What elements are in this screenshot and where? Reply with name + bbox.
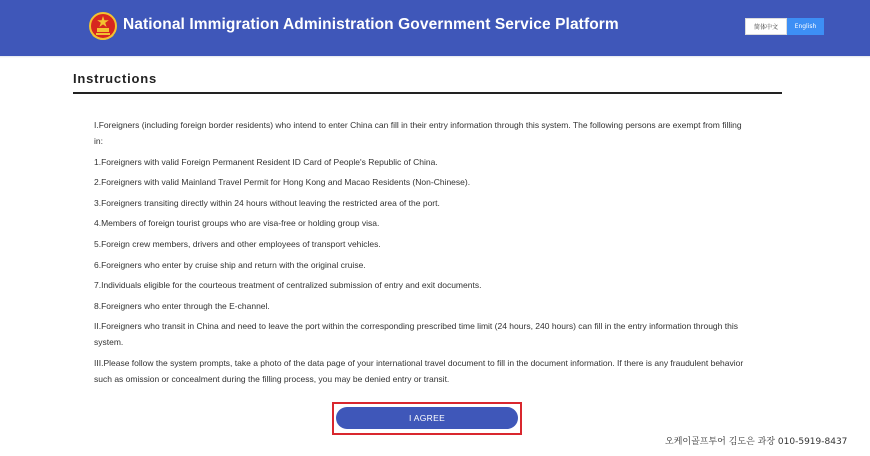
instruction-paragraph: III.Please follow the system prompts, take a photo of the data page of your international travel document to fill in the document information. If there is any fraudulent behavior such as omission or concealment during the filling process, you may be denied entry or transit. [94,357,744,384]
contact-watermark: 오케이골프투어 김도은 과장 010-5919-8437 [665,437,848,447]
instruction-paragraph: II.Foreigners who transit in China and need to leave the port within the corresponding prescribed time limit (24 hours, 240 hours) can fill in the entry information through this system. [94,321,738,348]
instruction-paragraph: 5.Foreign crew members, drivers and other employees of transport vehicles. [94,238,381,249]
header-bar [0,0,870,56]
national-emblem-icon [88,11,118,43]
instruction-paragraph: I.Foreigners (including foreign border residents) who intend to enter China can fill in their entry information through this system. The following persons are exempt from filling in: [94,120,742,146]
instruction-paragraph: 3.Foreigners transiting directly within 24 hours without leaving the restricted area of the port. [94,197,440,208]
instruction-paragraph: 6.Foreigners who enter by cruise ship and return with the original cruise. [94,259,366,270]
instructions-content [94,117,744,392]
instruction-paragraph: 4.Members of foreign tourist groups who are visa-free or holding group visa. [94,218,380,229]
instruction-paragraph: 1.Foreigners with valid Foreign Permanent Resident ID Card of People's Republic of China. [94,156,438,167]
instruction-paragraph: 7.Individuals eligible for the courteous treatment of centralized submission of entry and exit documents. [94,280,482,291]
instruction-paragraph: 2.Foreigners with valid Mainland Travel Permit for Hong Kong and Macao Residents (Non-Chinese). [94,177,471,188]
language-english-button[interactable]: English [787,18,824,35]
header-shadow [0,56,870,58]
instruction-paragraph: 8.Foreigners who enter through the E-channel. [94,300,270,311]
language-switch [745,18,824,35]
agree-button[interactable]: I AGREE [336,407,518,429]
page-title: Instructions [73,71,157,86]
language-chinese-button[interactable]: 简体中文 [745,18,787,35]
site-title: National Immigration Administration Government Service Platform [123,16,619,33]
title-divider [73,92,782,94]
